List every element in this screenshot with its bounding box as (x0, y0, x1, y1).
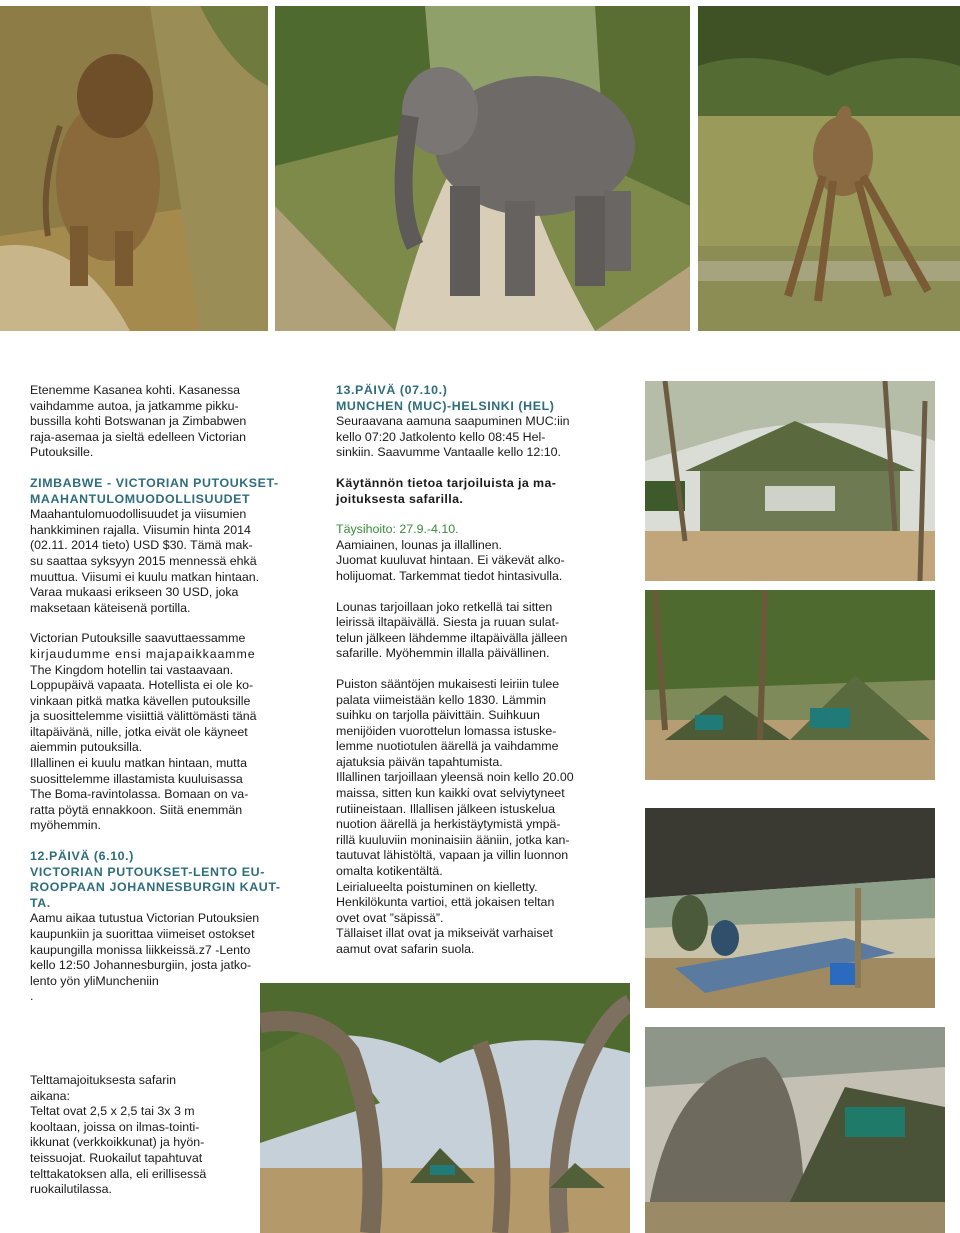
text-line: Loppupäivä vapaata. Hotellista ei ole ko- (30, 678, 254, 693)
text-line: lento yön yliMuncheniin (30, 973, 159, 988)
section-heading: 13.PÄIVÄ (07.10.) (336, 383, 448, 397)
tent-close-photo (645, 1027, 945, 1233)
lunch-section (336, 600, 616, 662)
text-line: myöhemmin. (30, 818, 101, 833)
section-heading: joituksesta safarilla. (336, 491, 464, 506)
text-line: Varaa mukaasi erikseen 30 USD, joka (30, 585, 239, 600)
giraffe-photo (698, 6, 960, 331)
section-heading: ROOPPAAN JOHANNESBURGIN KAUT- (30, 880, 281, 895)
text-line: Seuraavana aamuna saapuminen MUC:iin (336, 414, 570, 429)
text-line: su saattaa syksyyn 2015 mennessä ehkä (30, 553, 257, 568)
text-line: kirjaudumme ensi majapaikkaamme (30, 646, 256, 661)
text-line: omalta kotikentältä. (336, 864, 443, 879)
text-line: ikkunat (verkkoikkunat) ja hyön- (30, 1135, 205, 1150)
text-line: Henkilökunta vartioi, että jokaisen teltan (336, 895, 555, 910)
text-line: . (30, 989, 34, 1004)
text-line: The Boma-ravintolassa. Bomaan on va- (30, 787, 249, 802)
text-line: rutiineistaan. Illallisen jälkeen istuskelua (336, 801, 556, 816)
text-line: ja suosittelemme visiittiä välittömästi tänä (30, 709, 257, 724)
practical-info-section (336, 476, 616, 585)
intro-paragraph (30, 383, 302, 461)
tents-camp-photo (645, 590, 935, 780)
text-line: ratta pöytä ennakkoon. Siitä enemmän (30, 802, 243, 817)
section-heading: 12.PÄIVÄ (6.10.) (30, 849, 134, 864)
text-line: Maahantulomuodollisuudet ja viisumien (30, 507, 247, 522)
text-line: safarille. Myöhemmin illalla päivällinen. (336, 646, 550, 661)
day13-section (336, 383, 616, 461)
text-line: ovet ovat ”säpissä”. (336, 910, 444, 925)
text-line: vinkaan pitkä matka kävellen putouksille (30, 693, 251, 708)
section-heading: MUNCHEN (MUC)-HELSINKI (HEL) (336, 398, 555, 413)
tent-photo (645, 381, 935, 581)
text-line: suosittelemme illastamista kuuluisassa (30, 771, 243, 786)
text-line: bussilla kohti Botswanan ja Zimbabwen (30, 414, 247, 429)
text-line: telttakatoksen alla, eli erillisessä (30, 1166, 207, 1181)
text-line: holijuomat. Tarkemmat tiedot hintasivulla. (336, 568, 563, 583)
tent-accommodation-caption (30, 1073, 255, 1198)
text-line: Puiston sääntöjen mukaisesti leiriin tulee (336, 676, 560, 691)
text-line: lemme nuotiotulen äärellä ja vaihdamme (336, 739, 559, 754)
text-line: teissuojat. Ruokailut tapahtuvat (30, 1150, 203, 1165)
section-heading: TA. (30, 895, 51, 910)
text-line: vaihdamme autoa, ja jatkamme pikku- (30, 398, 239, 413)
text-line: Teltat ovat 2,5 x 2,5 tai 3x 3 m (30, 1104, 195, 1119)
text-line: Illallinen ei kuulu matkan hintaan, mutta (30, 756, 247, 771)
text-line: Tällaiset illat ovat ja mikseivät varhaiset (336, 926, 553, 941)
lion-photo (0, 6, 268, 331)
text-line: hankkiminen rajalla. Viisumin hinta 2014 (30, 522, 251, 537)
text-line: kello 07:20 Jatkolento kello 08:45 Hel- (336, 429, 546, 444)
text-line: kaupungilla monissa liikkeissä.z7 -Lento (30, 942, 251, 957)
visa-section (30, 476, 302, 616)
text-line: Leirialueelta poistuminen on kielletty. (336, 879, 538, 894)
section-heading: MAAHANTULOMUODOLLISUUDET (30, 491, 251, 506)
text-line: maksetaan käteisenä portilla. (30, 600, 191, 615)
text-line: kooltaan, joissa on ilmas-tointi- (30, 1119, 200, 1134)
text-line: The Kingdom hotellin tai vastaavaan. (30, 662, 234, 677)
text-line: leirissä iltapäivällä. Siesta ja ruuan sulat- (336, 615, 560, 630)
text-line: menijöiden vuorottelun lomassa istuske- (336, 723, 557, 738)
section-heading: VICTORIAN PUTOUKSET-LENTO EU- (30, 864, 265, 879)
text-line: nuotion äärellä ja herkistäytymistä ympä- (336, 817, 561, 832)
text-line: aikana: (30, 1088, 70, 1103)
text-line: Telttamajoituksesta safarin (30, 1073, 177, 1087)
falls-section (30, 631, 302, 834)
text-line: rillä kuuluviin moninaisiin ääniin, jotka kan- (336, 832, 570, 847)
left-text-column (30, 383, 302, 1005)
dining-tent-photo (645, 808, 935, 1008)
day12-section (30, 849, 302, 1005)
middle-text-column (336, 383, 616, 958)
text-line: sinkiin. Saavumme Vantaalle kello 12:10. (336, 445, 561, 460)
text-line: Victorian Putouksille saavuttaessamme (30, 631, 246, 646)
text-line: suihku on tarjolla päivittäin. Suihkuun (336, 708, 540, 723)
text-line: aiemmin putouksilla. (30, 740, 143, 755)
text-line: tautuvat lähistöltä, vapaan ja villin luonnon (336, 848, 569, 863)
text-line: raja-asemaa ja sieltä edelleen Victorian (30, 429, 247, 444)
text-line: telun jälkeen lähdemme iltapäivälla jälleen (336, 630, 568, 645)
text-line: palata viimeistään kello 1830. Lämmin (336, 692, 547, 707)
text-line: maissa, sitten kun kaikki ovat selviytyneet (336, 786, 565, 801)
text-line: aamut ovat safarin suola. (336, 942, 475, 956)
text-line: Etenemme Kasanea kohti. Kasanessa (30, 383, 241, 397)
text-line: Illallinen tarjoillaan yleensä noin kello 20.00 (336, 770, 574, 785)
section-heading: ZIMBABWE - VICTORIAN PUTOUKSET- (30, 475, 279, 490)
text-line: kaupunkiin ja suorittaa viimeiset ostokset (30, 927, 255, 941)
baobab-trees-photo (260, 983, 630, 1233)
elephant-photo (275, 6, 690, 331)
text-line: muuttua. Viisumi ei kuulu matkan hintaan. (30, 569, 260, 584)
full-board-label: Täysihoito: 27.9.-4.10. (336, 522, 459, 537)
text-line: Putouksille. (30, 445, 94, 460)
camp-rules-section (336, 677, 616, 958)
text-line: Aamu aikaa tutustua Victorian Putouksien (30, 911, 260, 926)
text-line: ruokailutilassa. (30, 1182, 112, 1197)
text-line: kello 12:50 Johannesburgiin, josta jatko- (30, 958, 252, 973)
text-line: Juomat kuuluvat hintaan. Ei väkevät alko- (336, 553, 565, 568)
text-line: (02.11. 2014 tieto) USD $30. Tämä mak- (30, 538, 253, 553)
text-line: Aamiainen, lounas ja illallinen. (336, 537, 502, 552)
section-heading: Käytännön tietoa tarjoiluista ja ma- (336, 475, 557, 490)
text-line: iltapäivänä, nille, jotka eivät ole käyneet (30, 724, 248, 739)
text-line: Lounas tarjoillaan joko retkellä tai sitten (336, 599, 553, 614)
text-line: ajatuksia päivän tapahtumista. (336, 754, 503, 769)
